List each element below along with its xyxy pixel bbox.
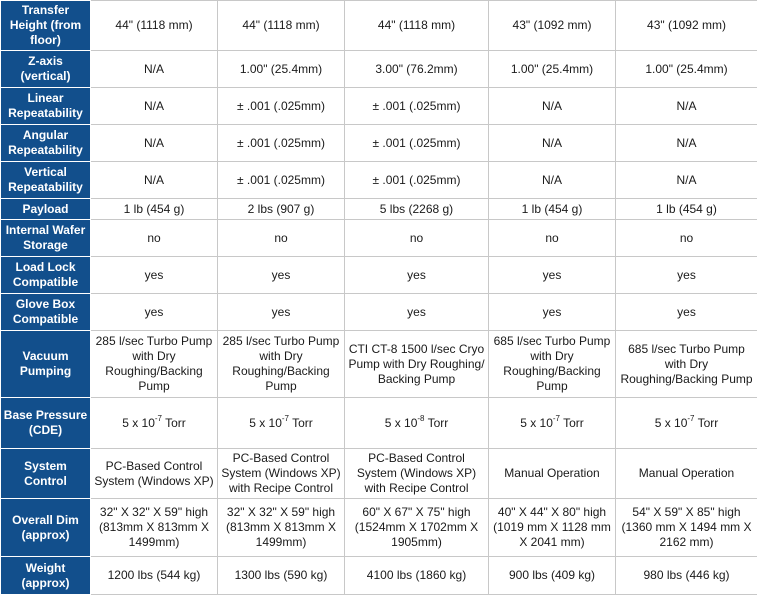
- table-cell: 285 l/sec Turbo Pump with Dry Roughing/Backing Pump: [218, 331, 345, 398]
- row-label: Z-axis (vertical): [1, 51, 91, 88]
- table-cell: 1.00" (25.4mm): [218, 51, 345, 88]
- table-cell: 44" (1118 mm): [91, 1, 218, 51]
- table-row: [1, 398, 757, 449]
- table-cell: yes: [345, 257, 489, 294]
- table-cell: 44" (1118 mm): [345, 1, 489, 51]
- table-cell: 1 lb (454 g): [91, 199, 218, 220]
- table-cell: ± .001 (.025mm): [345, 125, 489, 162]
- pressure-unit: Torr: [424, 415, 449, 430]
- table-cell: 685 l/sec Turbo Pump with Dry Roughing/Backing Pump: [489, 331, 616, 398]
- table-cell: 40" X 44" X 80" high (1019 mm X 1128 mm X 2041 mm): [489, 499, 616, 557]
- table-cell: 32" X 32" X 59" high (813mm X 813mm X 1499mm): [91, 499, 218, 557]
- table-cell: N/A: [489, 88, 616, 125]
- table-cell: 285 l/sec Turbo Pump with Dry Roughing/Backing Pump: [91, 331, 218, 398]
- table-cell: no: [218, 220, 345, 257]
- table-cell: 2 lbs (907 g): [218, 199, 345, 220]
- table-row: [1, 499, 757, 557]
- pressure-unit: Torr: [289, 415, 313, 430]
- pressure-unit: Torr: [694, 415, 719, 430]
- table-cell: PC-Based Control System (Windows XP): [91, 449, 218, 499]
- row-label: System Control: [1, 449, 91, 499]
- spec-table-body: [1, 1, 757, 595]
- table-cell: CTI CT-8 1500 l/sec Cryo Pump with Dry Roughing/ Backing Pump: [345, 331, 489, 398]
- pressure-unit: Torr: [560, 415, 584, 430]
- table-cell: 32" X 32" X 59" high (813mm X 813mm X 1499mm): [218, 499, 345, 557]
- table-cell: yes: [91, 257, 218, 294]
- row-label: Vacuum Pumping: [1, 331, 91, 398]
- table-cell: 54" X 59" X 85" high (1360 mm X 1494 mm X 2162 mm): [616, 499, 757, 557]
- table-cell: yes: [489, 257, 616, 294]
- table-cell: ± .001 (.025mm): [218, 88, 345, 125]
- table-cell: 43" (1092 mm): [616, 1, 757, 51]
- table-cell: no: [345, 220, 489, 257]
- table-cell: yes: [345, 294, 489, 331]
- table-row: [1, 199, 757, 220]
- table-cell: ± .001 (.025mm): [345, 88, 489, 125]
- pressure-exponent: -8: [417, 413, 425, 423]
- pressure-exponent: -7: [687, 413, 695, 423]
- table-row: [1, 125, 757, 162]
- table-cell: N/A: [616, 162, 757, 199]
- table-cell: yes: [616, 294, 757, 331]
- table-cell: 1.00" (25.4mm): [616, 51, 757, 88]
- table-cell: N/A: [489, 125, 616, 162]
- table-cell: yes: [91, 294, 218, 331]
- table-cell: 3.00" (76.2mm): [345, 51, 489, 88]
- table-cell: N/A: [91, 51, 218, 88]
- row-label: Overall Dim (approx): [1, 499, 91, 557]
- pressure-base: 5 x 10: [384, 415, 418, 430]
- table-cell: 60" X 67" X 75" high (1524mm X 1702mm X 1905mm): [345, 499, 489, 557]
- row-label: Angular Repeatability: [1, 125, 91, 162]
- table-cell: 43" (1092 mm): [489, 1, 616, 51]
- table-cell: Manual Operation: [489, 449, 616, 499]
- table-cell: ± .001 (.025mm): [345, 162, 489, 199]
- pressure-base: 5 x 10: [654, 415, 688, 430]
- table-cell: 1 lb (454 g): [616, 199, 757, 220]
- table-row: [1, 1, 757, 51]
- table-cell: 1 lb (454 g): [489, 199, 616, 220]
- pressure-base: 5 x 10: [122, 415, 155, 430]
- table-cell: [345, 398, 489, 449]
- row-label: Glove Box Compatible: [1, 294, 91, 331]
- table-cell: yes: [489, 294, 616, 331]
- table-cell: 5 lbs (2268 g): [345, 199, 489, 220]
- table-cell: ± .001 (.025mm): [218, 162, 345, 199]
- table-cell: [218, 398, 345, 449]
- table-row: [1, 331, 757, 398]
- pressure-exponent: -7: [281, 413, 290, 423]
- table-row: [1, 257, 757, 294]
- table-cell: 980 lbs (446 kg): [616, 557, 757, 595]
- row-label: Load Lock Compatible: [1, 257, 91, 294]
- table-row: [1, 557, 757, 595]
- table-cell: ± .001 (.025mm): [218, 125, 345, 162]
- table-cell: Manual Operation: [616, 449, 757, 499]
- table-cell: PC-Based Control System (Windows XP) with Recipe Control: [345, 449, 489, 499]
- table-row: [1, 88, 757, 125]
- table-cell: yes: [616, 257, 757, 294]
- table-cell: 685 l/sec Turbo Pump with Dry Roughing/Backing Pump: [616, 331, 757, 398]
- pressure-unit: Torr: [162, 415, 186, 430]
- table-cell: PC-Based Control System (Windows XP) with Recipe Control: [218, 449, 345, 499]
- table-cell: [616, 398, 757, 449]
- table-cell: N/A: [91, 125, 218, 162]
- table-row: [1, 449, 757, 499]
- table-cell: yes: [218, 257, 345, 294]
- table-row: [1, 220, 757, 257]
- row-label: Weight (approx): [1, 557, 91, 595]
- table-cell: 900 lbs (409 kg): [489, 557, 616, 595]
- table-cell: N/A: [489, 162, 616, 199]
- table-cell: N/A: [616, 125, 757, 162]
- table-cell: no: [91, 220, 218, 257]
- row-label: Vertical Repeatability: [1, 162, 91, 199]
- table-row: [1, 294, 757, 331]
- table-cell: yes: [218, 294, 345, 331]
- row-label: Internal Wafer Storage: [1, 220, 91, 257]
- table-cell: N/A: [91, 162, 218, 199]
- pressure-base: 5 x 10: [520, 415, 553, 430]
- table-cell: 44" (1118 mm): [218, 1, 345, 51]
- table-cell: N/A: [616, 88, 757, 125]
- table-cell: 4100 lbs (1860 kg): [345, 557, 489, 595]
- table-cell: N/A: [91, 88, 218, 125]
- pressure-base: 5 x 10: [249, 415, 282, 430]
- table-cell: [489, 398, 616, 449]
- row-label: Payload: [1, 199, 91, 220]
- pressure-exponent: -7: [552, 413, 561, 423]
- table-cell: 1300 lbs (590 kg): [218, 557, 345, 595]
- table-row: [1, 51, 757, 88]
- table-cell: [91, 398, 218, 449]
- table-cell: no: [489, 220, 616, 257]
- table-cell: 1.00" (25.4mm): [489, 51, 616, 88]
- pressure-exponent: -7: [154, 413, 163, 423]
- table-cell: no: [616, 220, 757, 257]
- row-label: Transfer Height (from floor): [1, 1, 91, 51]
- table-row: [1, 162, 757, 199]
- row-label: Linear Repeatability: [1, 88, 91, 125]
- row-label: Base Pressure (CDE): [1, 398, 91, 449]
- table-cell: 1200 lbs (544 kg): [91, 557, 218, 595]
